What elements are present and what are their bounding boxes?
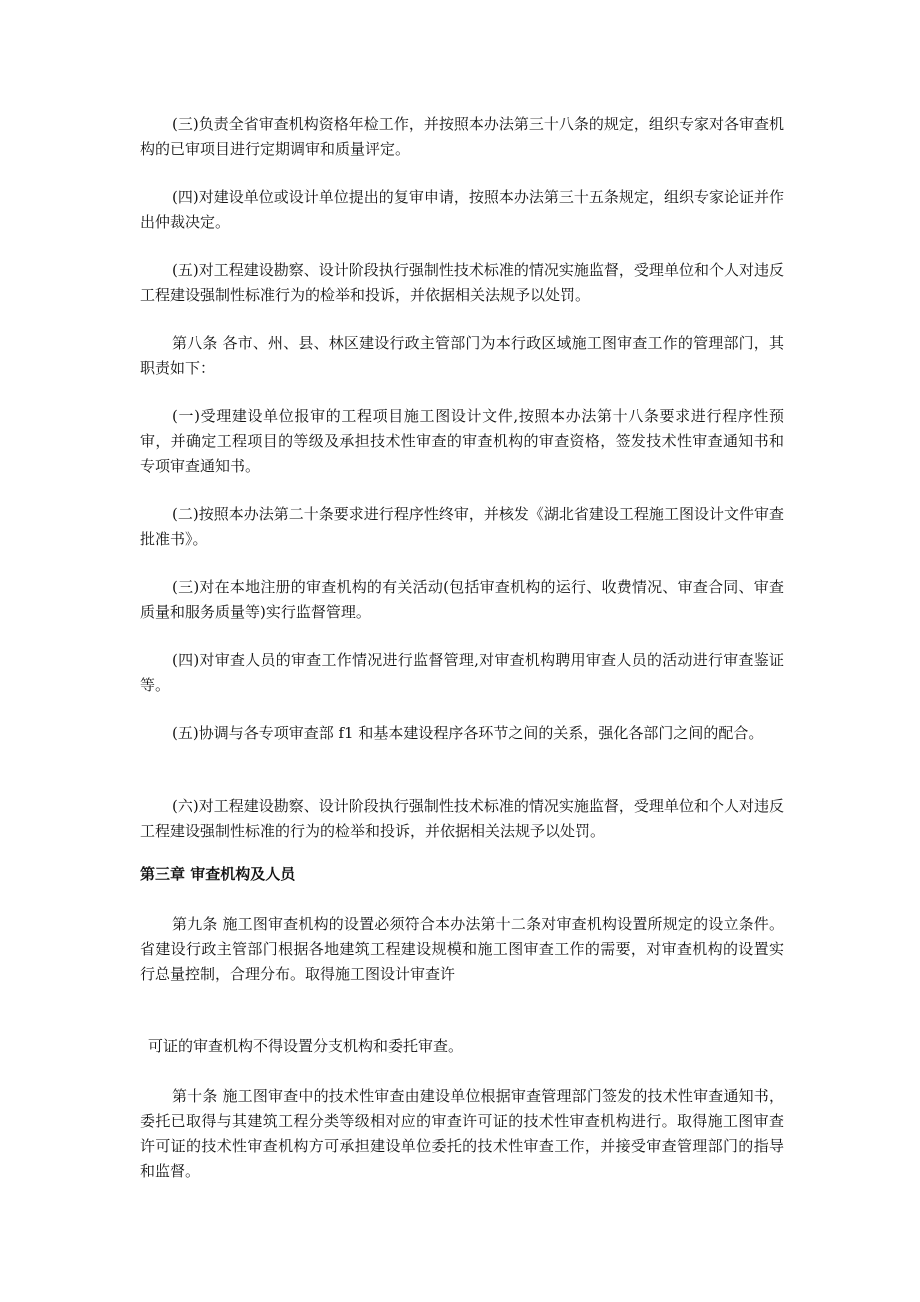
paragraph-article-9: 第九条 施工图审查机构的设置必须符合本办法第十二条对审查机构设置所规定的设立条件。省建设行政主管部门根据各地建筑工程建设规模和施工图审查工作的需要，对审查机构的设置实行总量控制，合理分布。取得施工图设计审查许 xyxy=(140,915,784,983)
paragraph-final-review: (二)按照本办法第二十条要求进行程序性终审，并核发《湖北省建设工程施工图设计文件审查批准书》。 xyxy=(140,505,784,548)
paragraph-article-9-continued: 可证的审查机构不得设置分支机构和委托审查。 xyxy=(148,1037,464,1055)
paragraph-agency-supervision: (三)对在本地注册的审查机构的有关活动(包括审查机构的运行、收费情况、审查合同、审查质量和服务质量等)实行监督管理。 xyxy=(140,578,784,621)
paragraph-standards-supervision-province: (五)对工程建设勘察、设计阶段执行强制性技术标准的情况实施监督，受理单位和个人对违反工程建设强制性标准行为的检举和投诉，并依据相关法规予以处罚。 xyxy=(140,261,784,304)
paragraph-pre-review: (一)受理建设单位报审的工程项目施工图设计文件,按照本办法第十八条要求进行程序性预审，并确定工程项目的等级及承担技术性审查的审查机构的审查资格，签发技术性审查通知书和专项审查通知书。 xyxy=(140,407,784,475)
paragraph-standards-supervision-local: (六)对工程建设勘察、设计阶段执行强制性技术标准的情况实施监督，受理单位和个人对违反工程建设强制性标准的行为的检举和投诉，并依据相关法规予以处罚。 xyxy=(140,797,784,840)
paragraph-reviewer-supervision: (四)对审查人员的审查工作情况进行监督管理,对审查机构聘用审查人员的活动进行审查鉴证等。 xyxy=(140,651,784,694)
paragraph-review-appeal: (四)对建设单位或设计单位提出的复审申请，按照本办法第三十五条规定，组织专家论证并作出仲裁决定。 xyxy=(140,188,784,231)
paragraph-article-10: 第十条 施工图审查中的技术性审查由建设单位根据审查管理部门签发的技术性审查通知书，委托已取得与其建筑工程分类等级相对应的审查许可证的技术性审查机构进行。取得施工图审查许可证的技术性审查机构方可承担建设单位委托的技术性审查工作，并接受审查管理部门的指导和监督。 xyxy=(140,1087,784,1180)
paragraph-article-8: 第八条 各市、州、县、林区建设行政主管部门为本行政区域施工图审查工作的管理部门，其职责如下： xyxy=(140,334,784,377)
paragraph-coordination: (五)协调与各专项审查部 f1 和基本建设程序各环节之间的关系，强化各部门之间的配合。 xyxy=(172,724,764,742)
chapter-heading: 第三章 审查机构及人员 xyxy=(140,865,296,883)
paragraph-annual-inspection: (三)负责全省审查机构资格年检工作，并按照本办法第三十八条的规定，组织专家对各审查机构的已审项目进行定期调审和质量评定。 xyxy=(140,115,784,158)
